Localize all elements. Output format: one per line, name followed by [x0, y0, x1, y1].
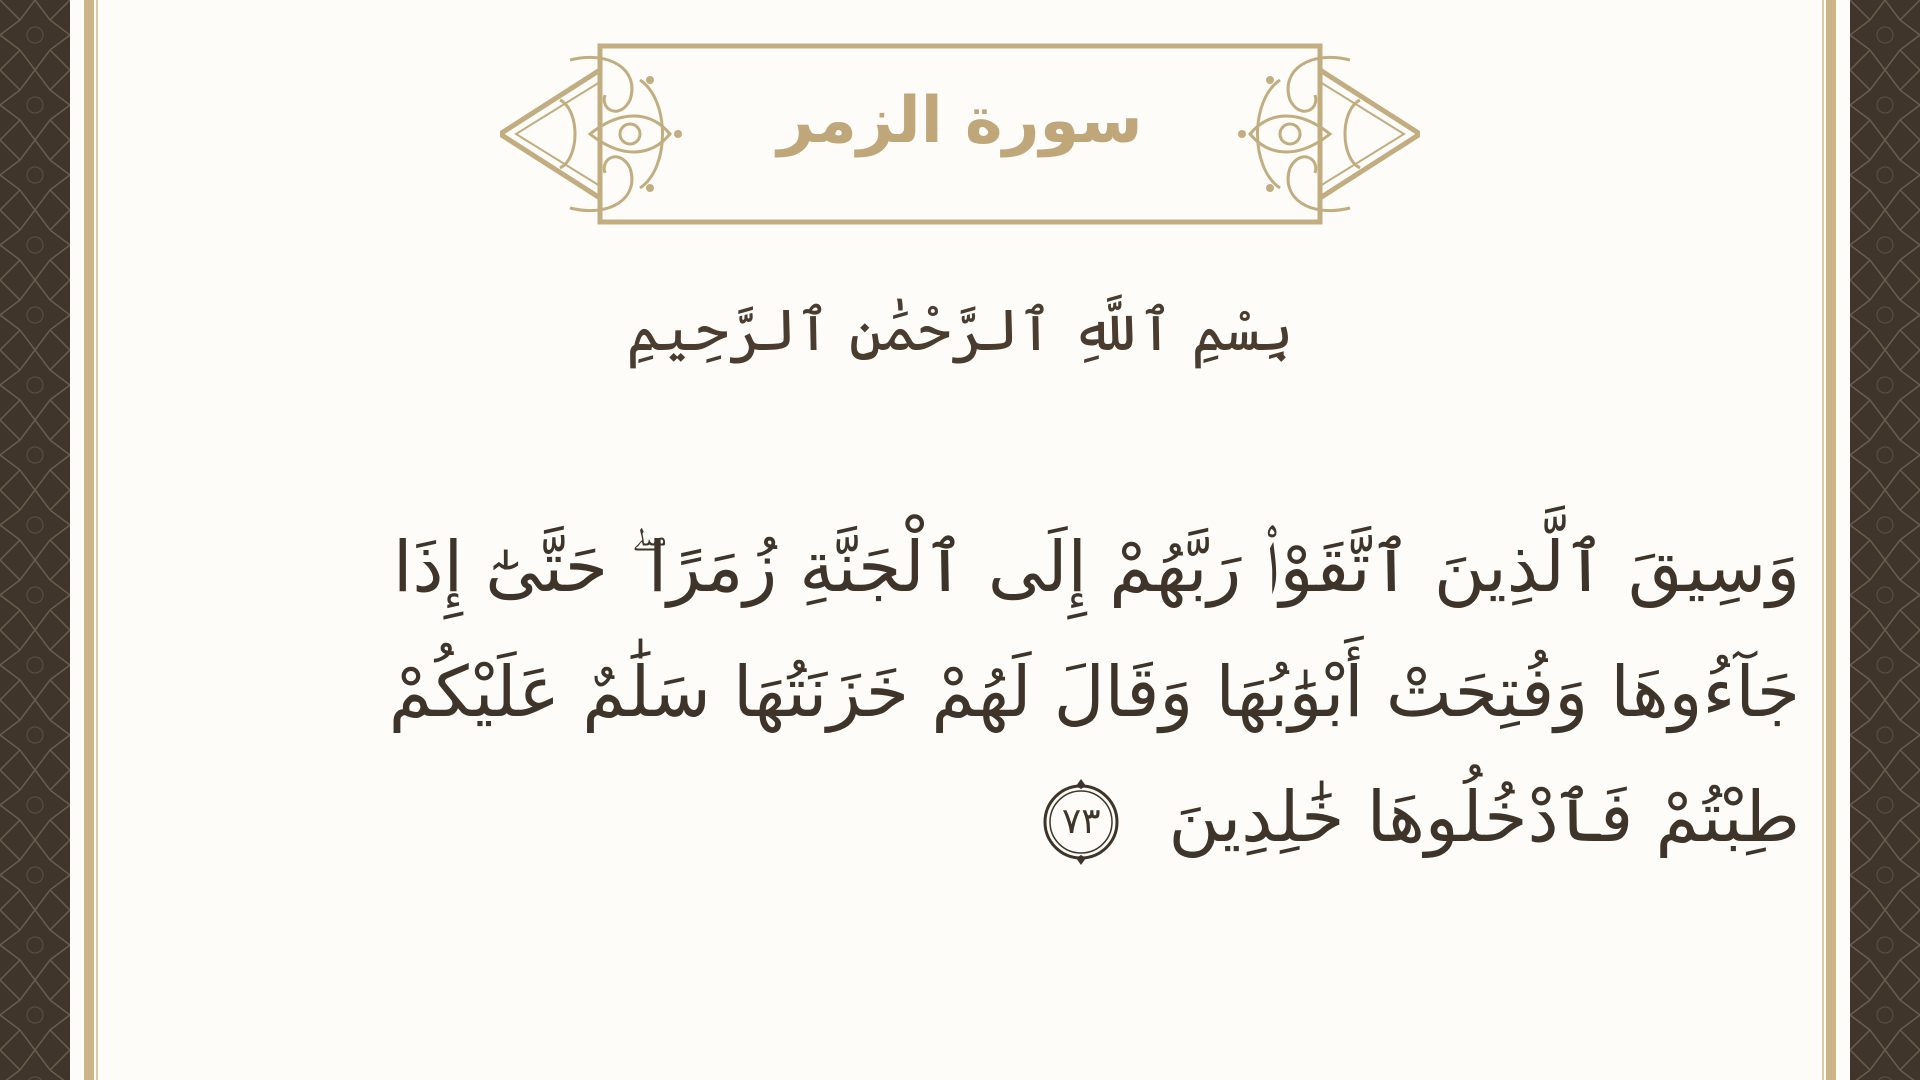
surah-title-banner — [500, 40, 1420, 230]
verse-block — [370, 505, 1800, 880]
right-thin-line — [1822, 0, 1824, 1080]
left-thin-line — [96, 0, 98, 1080]
ayah-number: ٧٣ — [1061, 800, 1101, 842]
verse-text: وَسِيقَ ٱلَّذِينَ ٱتَّقَوْا۟ رَبَّهُمْ إِلَى ٱلْجَنَّةِ زُمَرًا ۖ حَتَّىٰٓ إِذَا جَآءُوهَا وَفُتِحَتْ أَبْوَٰبُهَا وَقَالَ لَهُمْ خَزَنَتُهَا سَلَٰمٌ عَلَيْكُمْ طِبْتُمْ فَٱدْخُلُوهَا خَٰلِدِينَ — [388, 526, 1800, 858]
surah-title: سورة الزمر — [777, 84, 1143, 158]
left-gold-stripe — [84, 0, 94, 1080]
ayah-number-marker — [1036, 777, 1126, 867]
right-gold-stripe — [1826, 0, 1836, 1080]
basmala-text: بِسْمِ ٱللَّهِ ٱلرَّحْمَٰنِ ٱلرَّحِيمِ — [626, 296, 1294, 364]
left-pattern-border — [0, 0, 70, 1080]
right-pattern-border — [1850, 0, 1920, 1080]
